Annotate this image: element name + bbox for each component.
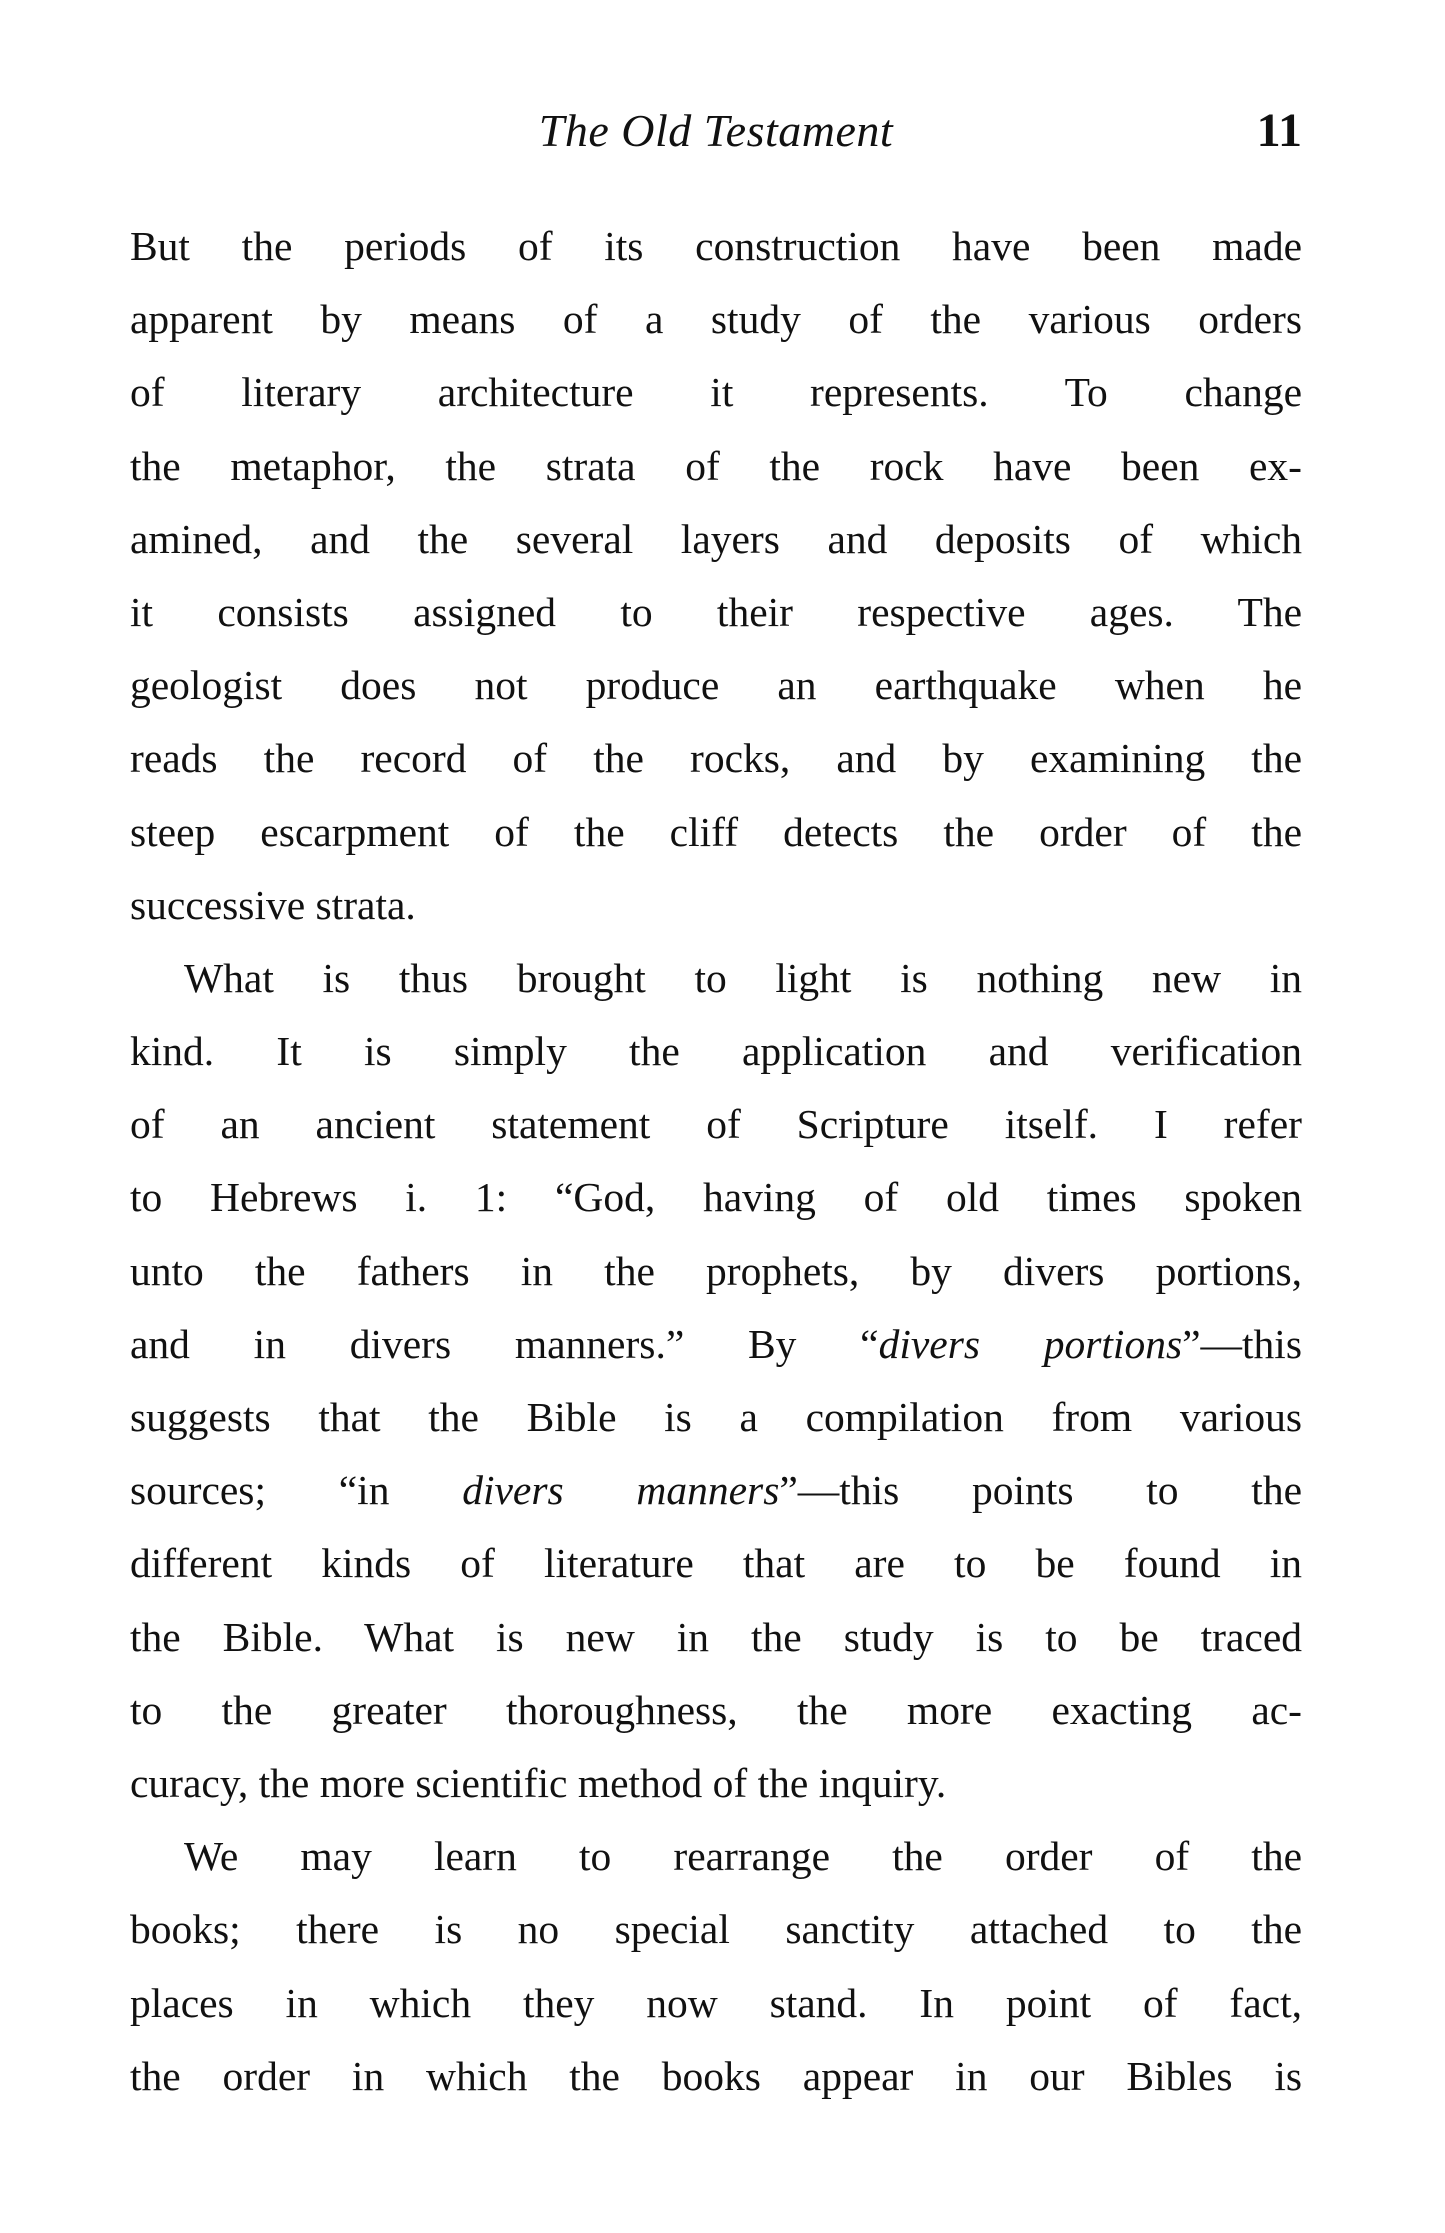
text-line: suggests that the Bible is a compilation from various bbox=[130, 1394, 1302, 1440]
text-line: What is thus brought to light is nothing new in bbox=[184, 954, 1302, 1001]
paragraph-1 bbox=[130, 210, 1302, 942]
text-line: of an ancient statement of Scripture itself. I refer bbox=[130, 1101, 1302, 1148]
text-line: We may learn to rearrange the order of the bbox=[184, 1833, 1302, 1880]
text-line: steep escarpment of the cliff detects the order of the bbox=[130, 808, 1302, 855]
running-head bbox=[130, 96, 1302, 166]
text-line: to Hebrews i. 1: “God, having of old times spoken bbox=[130, 1174, 1302, 1221]
paragraph-2 bbox=[130, 942, 1302, 1820]
text-line: geologist does not produce an earthquake when he bbox=[130, 662, 1302, 709]
text-line bbox=[130, 1308, 1302, 1381]
paragraph-3 bbox=[130, 1820, 1302, 2113]
text-line: of literary architecture it represents. To change bbox=[130, 369, 1302, 416]
text-line: But the periods of its construction have been made bbox=[130, 223, 1302, 269]
italic-run: divers manners bbox=[462, 1467, 780, 1514]
text-line: the Bible. What is new in the study is to be traced bbox=[130, 1613, 1302, 1660]
text-line: apparent by means of a study of the various orders bbox=[130, 296, 1302, 343]
text-line: places in which they now stand. In point of fact, bbox=[130, 1979, 1302, 2026]
text-line: kind. It is simply the application and verification bbox=[130, 1028, 1302, 1075]
text-run: and in divers manners.” By “ bbox=[130, 1320, 879, 1367]
text-line: different kinds of literature that are to be found in bbox=[130, 1540, 1302, 1587]
text-run: ”—this bbox=[1182, 1320, 1302, 1367]
text-line: amined, and the several layers and deposits of which bbox=[130, 515, 1302, 562]
text-line bbox=[130, 1454, 1302, 1527]
text-line: curacy, the more scientific method of the inquiry. bbox=[130, 1759, 947, 1806]
text-line: the order in which the books appear in our Bibles is bbox=[130, 2052, 1302, 2099]
text-line: successive strata. bbox=[130, 881, 416, 928]
text-line: unto the fathers in the prophets, by divers portions, bbox=[130, 1247, 1302, 1294]
running-title: The Old Testament bbox=[538, 105, 894, 156]
text-line: the metaphor, the strata of the rock have been ex- bbox=[130, 442, 1302, 489]
text-line: books; there is no special sanctity attached to the bbox=[130, 1906, 1302, 1953]
text-run: sources; “in bbox=[130, 1467, 463, 1514]
italic-run: divers portions bbox=[878, 1320, 1183, 1367]
text-line: reads the record of the rocks, and by examining the bbox=[130, 735, 1302, 782]
text-line: to the greater thoroughness, the more exacting ac- bbox=[130, 1686, 1302, 1733]
text-run: ”—this points to the bbox=[779, 1467, 1302, 1514]
text-line: it consists assigned to their respective ages. The bbox=[130, 588, 1302, 635]
page-number: 11 bbox=[1256, 104, 1302, 157]
body-text bbox=[130, 210, 1302, 2113]
